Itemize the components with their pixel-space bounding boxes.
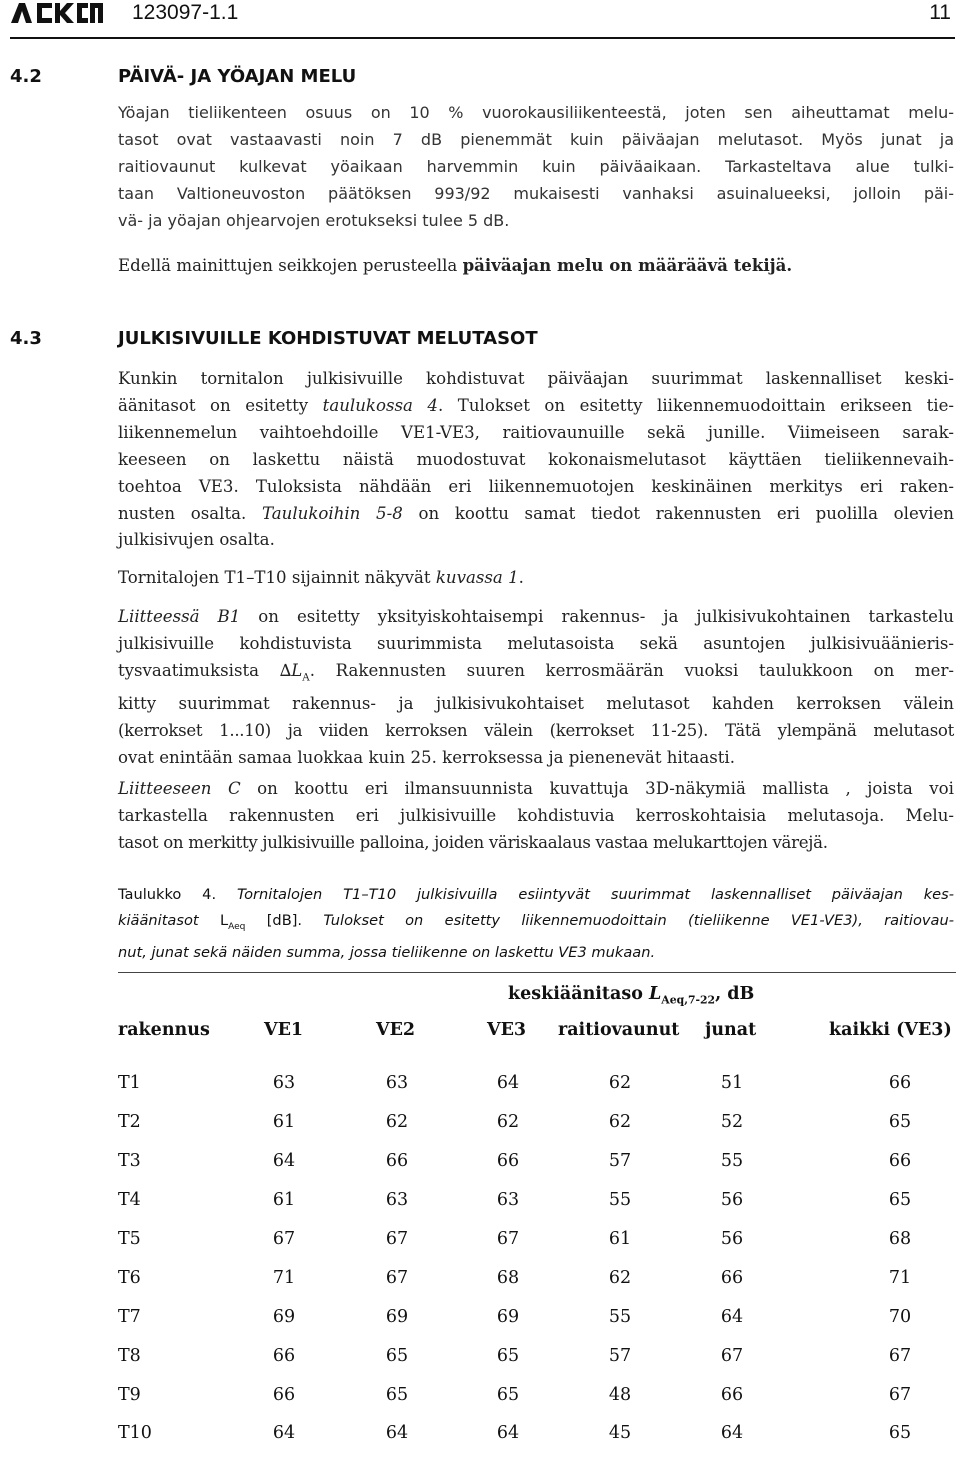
table-cell: T2 [118, 1112, 141, 1132]
text-line: tasot on merkitty julkisivuille palloina, joiden väriskaalaus vastaa melukarttojen värejä. [118, 832, 828, 852]
section-number: 4.2 [10, 66, 42, 87]
table-cell: T6 [118, 1268, 141, 1288]
text-line: on koottu eri ilmansuunnista kuvattuja 3D-näkymiä mallista , joista voi [240, 779, 954, 798]
table-cell: T10 [118, 1423, 152, 1443]
column-header: VE1 [264, 1020, 304, 1040]
table-cell: 57 [608, 1346, 632, 1366]
table-cell: 56 [720, 1190, 744, 1210]
table-cell: 62 [496, 1112, 520, 1132]
table-cell: 69 [272, 1307, 296, 1327]
text-line: Yöajan tieliikenteen osuus on 10 % vuorokausiliikenteestä, joten sen aiheuttamat melu- [118, 103, 954, 122]
table-caption [118, 882, 954, 966]
table-group-header [508, 984, 754, 1007]
table-cell: 63 [385, 1073, 409, 1093]
table-row [118, 1385, 956, 1411]
text-line: nusten osalta. [118, 503, 262, 523]
text-line: . Rakennusten suuren kerrosmäärän vuoksi taulukkoon on mer- [309, 660, 954, 680]
text-line: kitty suurimmat rakennus- ja julkisivukohtaiset melutasot kahden kerroksen välein [118, 694, 954, 714]
emphasis-text: päiväajan melu on määräävä tekijä. [462, 255, 793, 275]
table-cell: 62 [385, 1112, 409, 1132]
table-cell: 63 [272, 1073, 296, 1093]
section-heading-4-3 [10, 328, 538, 349]
table-row [118, 1268, 956, 1294]
text-line: Tornitalojen T1–T10 sijainnit näkyvät [118, 568, 436, 587]
caption-label: Taulukko 4. [118, 886, 217, 903]
text-line: vä- ja yöajan ohjearvojen erotukseksi tulee 5 dB. [118, 210, 510, 230]
table-cell: 67 [385, 1268, 409, 1288]
table-header-row [118, 1020, 956, 1048]
table-cell: 71 [888, 1268, 912, 1288]
text-line: keeseen on laskettu näistä muodostuvat kokonaismelutasot käyttäen tieliikennevaih- [118, 449, 954, 469]
text-line: tysvaatimuksista [118, 660, 280, 680]
table-cell: 68 [496, 1268, 520, 1288]
table-cell: 66 [888, 1073, 912, 1093]
page-number: 11 [929, 1, 951, 24]
table-cell: 66 [385, 1151, 409, 1171]
text-line: julkisivuille kohdistuvista suurimmista melutasoista sekä asuntojen julkisivuäänieris- [118, 633, 954, 653]
table-cell: 71 [272, 1268, 296, 1288]
paragraph-conclusion [118, 252, 954, 280]
akukon-logo [10, 2, 104, 24]
text-line: Tornitalojen T1–T10 julkisivuilla esiintyvät suurimmat laskennalliset päiväajan kes- [216, 886, 954, 903]
table-cell: 45 [608, 1423, 632, 1443]
text-line: . [518, 568, 524, 587]
paragraph-day-night [118, 100, 954, 235]
table-cell: 57 [608, 1151, 632, 1171]
table-cell: 55 [608, 1307, 632, 1327]
table-cell: 67 [888, 1346, 912, 1366]
symbol-subscript: A [302, 671, 310, 684]
table-cell: T9 [118, 1385, 141, 1405]
table-cell: 62 [608, 1073, 632, 1093]
section-title: JULKISIVUILLE KOHDISTUVAT MELUTASOT [118, 328, 538, 349]
table-cell: T8 [118, 1346, 141, 1366]
table-cell: 66 [720, 1268, 744, 1288]
text-line: toehtoa VE3. Tuloksista nähdään eri liikennemuotojen keskinäinen merkitys eri raken- [118, 476, 954, 496]
table-cell: 67 [888, 1385, 912, 1405]
table-cell: 64 [272, 1151, 296, 1171]
symbol-subscript: Aeq [228, 921, 246, 932]
text-line: nut, junat sekä näiden summa, jossa tieliikenne on laskettu VE3 mukaan. [118, 943, 656, 961]
table-reference-link[interactable]: taulukossa 4 [322, 395, 438, 415]
table-cell: 52 [720, 1112, 744, 1132]
paragraph-facade-levels [118, 366, 954, 554]
text-line: on esitetty yksityiskohtaisempi rakennus- ja julkisivukohtainen tarkastelu [240, 607, 954, 626]
table-cell: T1 [118, 1073, 141, 1093]
header-rule [10, 37, 955, 39]
table-cell: 64 [272, 1423, 296, 1443]
table-cell: 62 [608, 1268, 632, 1288]
table-row [118, 1307, 956, 1333]
table-cell: 63 [496, 1190, 520, 1210]
table-cell: 69 [385, 1307, 409, 1327]
table-cell: 66 [888, 1151, 912, 1171]
table-reference-link[interactable]: Taulukoihin 5-8 [261, 503, 403, 523]
text-line: tasot ovat vastaavasti noin 7 dB pienemmät kuin päiväajan melutasot. Myös junat ja [118, 129, 954, 149]
table-cell: 63 [385, 1190, 409, 1210]
table-cell: 65 [496, 1385, 520, 1405]
table-cell: 66 [272, 1385, 296, 1405]
table-cell: 67 [385, 1229, 409, 1249]
table-row [118, 1112, 956, 1138]
table-cell: 65 [888, 1112, 912, 1132]
paragraph-appendix-c [118, 776, 954, 857]
table-cell: 56 [720, 1229, 744, 1249]
text-line: julkisivujen osalta. [118, 530, 275, 550]
table-row [118, 1346, 956, 1372]
table-row [118, 1151, 956, 1177]
text-line: . Tulokset on esitetty liikennemuodoittain erikseen tie- [437, 395, 954, 415]
page-header [10, 0, 955, 38]
text-line: Edellä mainittujen seikkojen perusteella [118, 256, 463, 275]
table-cell: 61 [272, 1190, 296, 1210]
table-cell: 67 [272, 1229, 296, 1249]
table-top-rule [118, 972, 956, 973]
unit-text: [dB]. [245, 912, 303, 929]
table-cell: 64 [385, 1423, 409, 1443]
unit-text: , dB [715, 984, 755, 1004]
table-cell: 66 [272, 1346, 296, 1366]
section-number: 4.3 [10, 328, 42, 349]
table-cell: T5 [118, 1229, 141, 1249]
table-cell: 65 [385, 1346, 409, 1366]
text-line: kiäänitasot [118, 912, 220, 929]
table-cell: 65 [888, 1190, 912, 1210]
table-cell: 67 [496, 1229, 520, 1249]
paragraph-appendix-b1 [118, 604, 954, 772]
text-line: taan Valtioneuvoston päätöksen 993/92 mukaisesti vanhaksi asuinalueeksi, jolloin päi- [118, 183, 954, 203]
table-cell: 66 [496, 1151, 520, 1171]
table-cell: 65 [385, 1385, 409, 1405]
table-cell: 55 [608, 1190, 632, 1210]
table-row [118, 1229, 956, 1255]
column-header: junat [705, 1020, 757, 1040]
table-cell: 61 [608, 1229, 632, 1249]
table-cell: 51 [720, 1073, 744, 1093]
table-cell: 70 [888, 1307, 912, 1327]
table-cell: 69 [496, 1307, 520, 1327]
table-cell: T7 [118, 1307, 141, 1327]
text-line: Kunkin tornitalon julkisivuille kohdistuvat päiväajan suurimmat laskennalliset keski- [118, 369, 954, 388]
table-cell: 65 [888, 1423, 912, 1443]
figure-reference-link[interactable]: kuvassa 1 [435, 568, 519, 587]
appendix-reference-link[interactable]: Liitteessä B1 [118, 607, 241, 626]
table-cell: 62 [608, 1112, 632, 1132]
column-header: VE2 [376, 1020, 416, 1040]
table-cell: T4 [118, 1190, 141, 1210]
table-cell: 66 [720, 1385, 744, 1405]
appendix-reference-link[interactable]: Liitteeseen C [118, 779, 241, 798]
text-line: (kerrokset 1...10) ja viiden kerroksen välein (kerrokset 11-25). Tätä ylempänä melutasot [118, 720, 954, 740]
text-line: tarkastella rakennusten eri julkisivuille kohdistuvia kerroskohtaisia melutasoja. Melu- [118, 805, 954, 825]
table-cell: 64 [496, 1073, 520, 1093]
group-label: keskiäänitaso [508, 984, 649, 1004]
table-row [118, 1423, 956, 1449]
text-line: on koottu samat tiedot rakennusten eri puolilla olevien [402, 503, 954, 523]
text-line: Tulokset on esitetty liikennemuodoittain (tieliikenne VE1-VE3), raitiovau- [302, 912, 954, 929]
table-cell: 67 [720, 1346, 744, 1366]
section-title: PÄIVÄ- JA YÖAJAN MELU [118, 66, 357, 87]
table-cell: 68 [888, 1229, 912, 1249]
section-heading-4-2 [10, 66, 356, 87]
paragraph-locations [118, 565, 954, 592]
symbol-subscript: Aeq,7-22 [661, 993, 716, 1007]
table-cell: T3 [118, 1151, 141, 1171]
table-cell: 64 [720, 1423, 744, 1443]
text-line: raitiovaunut kulkevat yöaikaan harvemmin kuin päiväaikaan. Tarkasteltava alue tulki- [118, 156, 954, 176]
table-cell: 64 [720, 1307, 744, 1327]
text-line: ovat enintään samaa luokkaa kuin 25. kerroksessa ja pienenevät hitaasti. [118, 747, 735, 767]
table-cell: 64 [496, 1423, 520, 1443]
column-header: kaikki (VE3) [829, 1020, 952, 1040]
table-cell: 48 [608, 1385, 632, 1405]
symbol-text: L [219, 912, 229, 929]
table-cell: 65 [496, 1346, 520, 1366]
table-cell: 61 [272, 1112, 296, 1132]
column-header: rakennus [118, 1020, 210, 1040]
table-row [118, 1073, 956, 1099]
column-header: raitiovaunut [558, 1020, 680, 1040]
column-header: VE3 [487, 1020, 527, 1040]
table-row [118, 1190, 956, 1216]
text-line: liikennemelun vaihtoehdoille VE1-VE3, raitiovaunuille sekä junille. Viimeiseen sarak- [118, 422, 954, 442]
symbol-text: ∆L [279, 660, 303, 680]
table-cell: 55 [720, 1151, 744, 1171]
document-id: 123097-1.1 [132, 1, 239, 24]
text-line: äänitasot on esitetty [118, 395, 323, 415]
symbol-text: L [648, 984, 662, 1004]
